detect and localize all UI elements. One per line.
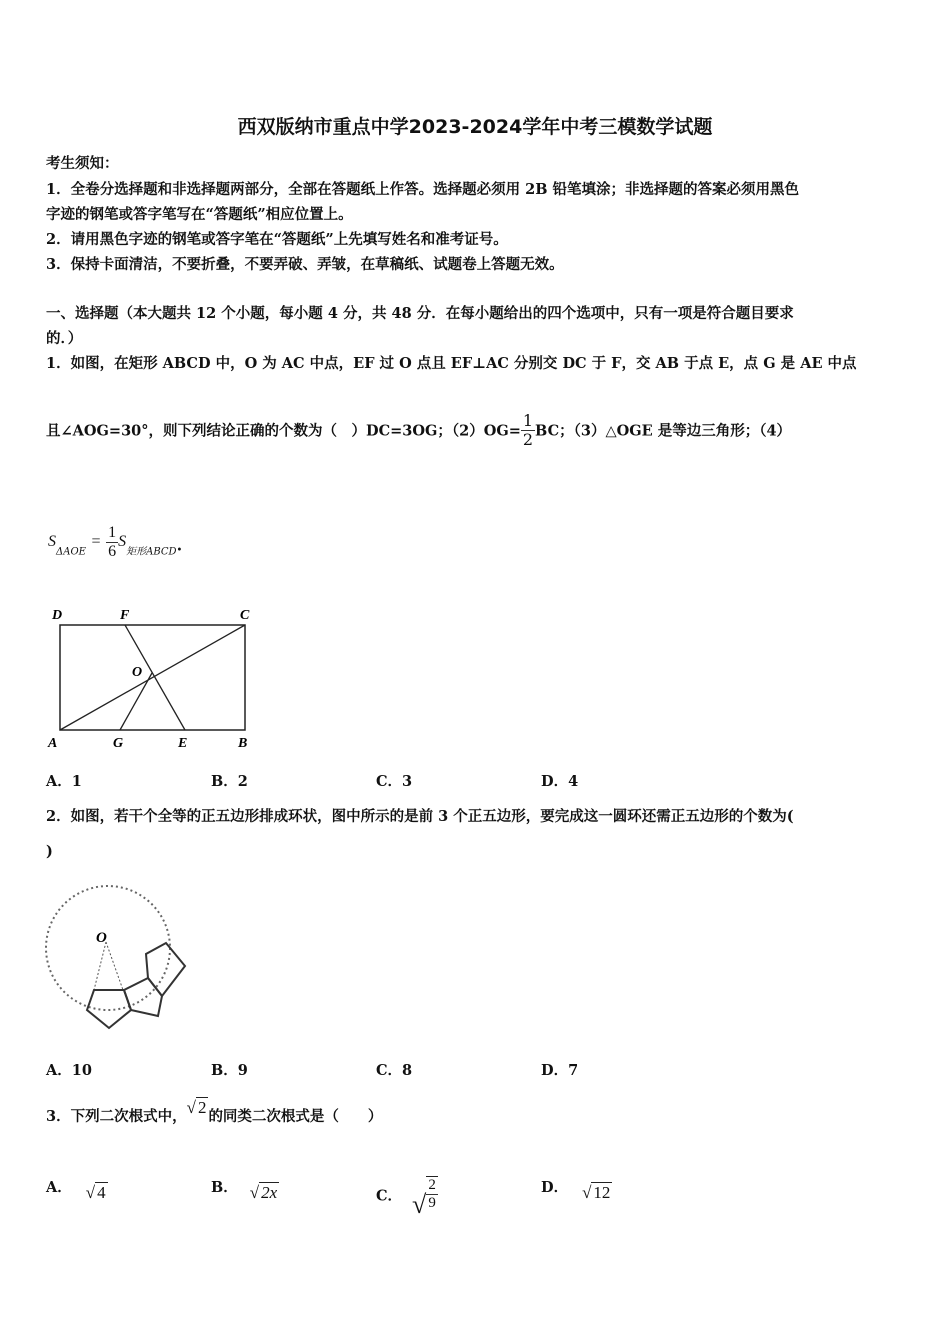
q1-fraction — [521, 412, 535, 448]
q1-stem-line-1: 1．如图，在矩形 ABCD 中，O 为 AC 中点，EF 过 O 点且 EF⊥AC 分别交 DC 于 F，交 AB 于点 E，点 G 是 AE 中点 — [46, 355, 857, 372]
q3-option-c-label: C． — [376, 1187, 403, 1205]
q3-option-a-radical: √ 4 — [85, 1183, 106, 1202]
q3-option-a-radicand: 4 — [97, 1183, 106, 1202]
q3-option-c-num: 2 — [428, 1177, 436, 1193]
formula-sub1: ΔAOE — [56, 546, 86, 558]
formula-sub2: 矩形ABCD — [126, 546, 177, 558]
q1-fraction-num: 1 — [522, 411, 534, 430]
q3-option-c-den: 9 — [428, 1194, 436, 1211]
segment-og — [120, 673, 152, 730]
label-f: F — [120, 608, 130, 623]
formula-den: 6 — [108, 542, 117, 560]
notice-line-3: 3．保持卡面清洁，不要折叠，不要弄破、弄皱，在草稿纸、试题卷上答题无效。 — [46, 256, 564, 273]
q1-option-d[interactable]: D．4 — [541, 773, 579, 790]
q3-stem-post: 的同类二次根式是（ ） — [208, 1108, 383, 1125]
formula-eq: = — [91, 533, 101, 551]
q3-option-b[interactable] — [211, 1176, 279, 1203]
q3-stem-pre: 3．下列二次根式中， — [46, 1108, 187, 1125]
formula-end: . — [176, 535, 183, 555]
q3-option-d-label: D． — [541, 1179, 569, 1196]
formula-fraction — [106, 524, 118, 560]
q1-fraction-den: 2 — [522, 429, 534, 449]
q2-stem-line-2: ) — [46, 843, 53, 860]
notice-line-1b: 字迹的钢笔或答字笔写在“答题纸”相应位置上。 — [46, 206, 353, 223]
q3-stem-radicand: 2 — [197, 1098, 207, 1117]
q1-stem-line-2-pre: 且∠AOG=30°，则下列结论正确的个数为（ ）DC=3OG；（2）OG= — [46, 422, 521, 440]
q2-option-a[interactable]: A．10 — [46, 1062, 92, 1079]
q3-option-a[interactable] — [46, 1176, 108, 1203]
q3-stem-radical: √ 2 — [186, 1098, 207, 1117]
q2-option-c[interactable]: C．8 — [376, 1062, 413, 1079]
q1-option-a[interactable]: A．1 — [46, 773, 82, 790]
formula-num: 1 — [108, 524, 117, 541]
q3-option-d-radicand: 12 — [593, 1183, 611, 1202]
q1-area-formula — [48, 524, 182, 560]
q1-stem-line-2 — [46, 412, 791, 448]
q3-option-b-radicand: 2x — [261, 1183, 278, 1202]
q3-option-d-radical: √ 12 — [582, 1183, 611, 1202]
q2-option-b[interactable]: B．9 — [211, 1062, 248, 1079]
q1-option-c[interactable]: C．3 — [376, 773, 413, 790]
section-heading-line-1: 一、选择题（本大题共 12 个小题，每小题 4 分，共 48 分．在每小题给出的四个选项中，只有一项是符合题目要求 — [46, 305, 794, 322]
label-center-o: O — [96, 930, 107, 946]
q1-stem-line-2-post: BC；（3）△OGE 是等边三角形；（4） — [535, 422, 792, 440]
notice-line-1a: 1．全卷分选择题和非选择题两部分，全部在答题纸上作答。选择题必须用 2B 铅笔填涂；非选择题的答案必须用黑色 — [46, 181, 800, 198]
diagonal-ac — [60, 625, 245, 730]
label-c: C — [240, 608, 250, 623]
dotted-line-2 — [106, 942, 123, 990]
section-heading-line-2: 的．） — [46, 330, 83, 347]
q2-stem-line-1: 2．如图，若干个全等的正五边形排成环状，图中所示的是前 3 个正五边形，要完成这一圆环还需正五边形的个数为( — [46, 808, 794, 825]
dotted-circle — [46, 886, 170, 1010]
q3-option-c-fraction — [426, 1176, 438, 1211]
notice-line-2: 2．请用黑色字迹的钢笔或答字笔在“答题纸”上先填写姓名和准考证号。 — [46, 231, 508, 248]
pentagon-3 — [146, 943, 185, 996]
formula-s1: S — [48, 533, 56, 551]
formula-s2: S — [118, 533, 127, 551]
q3-option-a-label: A． — [46, 1179, 72, 1196]
q1-rectangle-figure — [40, 600, 270, 755]
label-b: B — [238, 736, 248, 751]
label-d: D — [52, 608, 63, 623]
q1-option-b[interactable]: B．2 — [211, 773, 248, 790]
label-a: A — [48, 736, 58, 751]
q2-option-d[interactable]: D．7 — [541, 1062, 579, 1079]
label-e: E — [178, 736, 188, 751]
notice-heading: 考生须知： — [46, 155, 119, 172]
q3-stem — [46, 1098, 382, 1126]
q2-pentagon-ring-figure — [40, 878, 200, 1038]
q3-option-c-radical: √ — [412, 1189, 427, 1219]
q3-option-b-label: B． — [211, 1179, 238, 1196]
label-o: O — [132, 665, 143, 680]
q3-option-d[interactable] — [541, 1176, 612, 1203]
dotted-line-1 — [94, 942, 106, 990]
q3-option-c[interactable] — [376, 1176, 438, 1220]
page-title: 西双版纳市重点中学2023-2024学年中考三模数学试题 — [237, 116, 713, 138]
label-g: G — [113, 736, 124, 751]
q3-option-b-radical: √ 2x — [249, 1183, 278, 1202]
